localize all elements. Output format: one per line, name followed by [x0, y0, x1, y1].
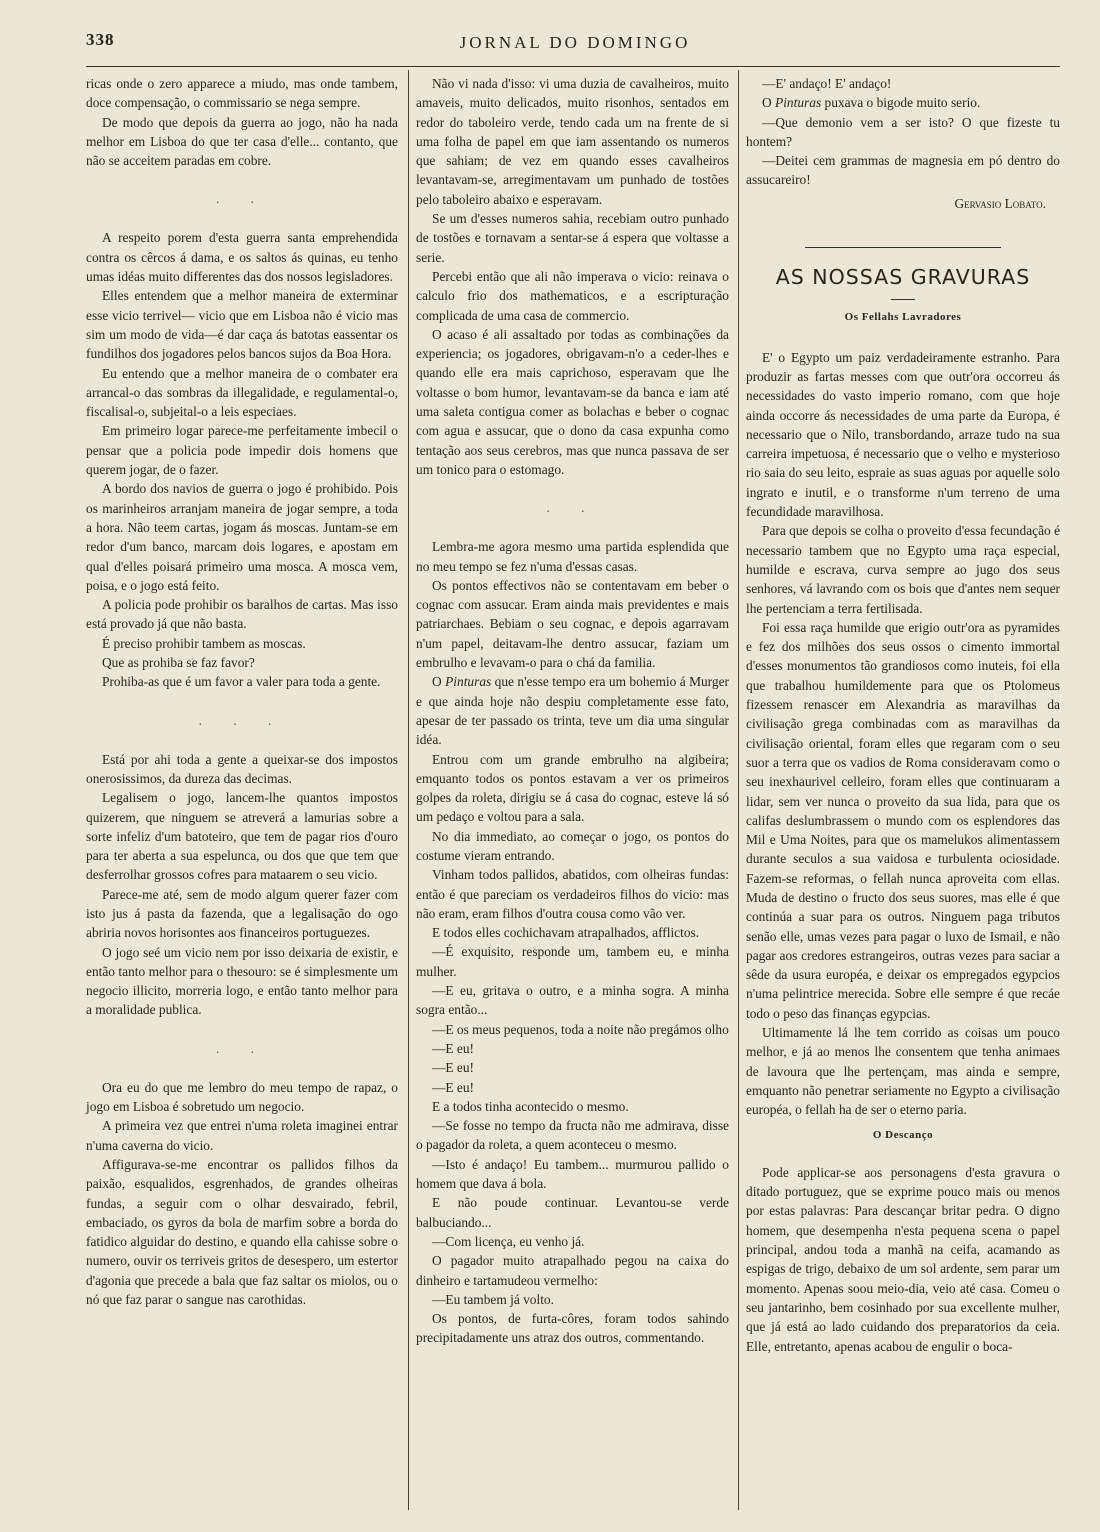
paragraph: —E eu!: [432, 1079, 475, 1095]
paragraph: —E os meus pequenos, toda a noite não pregámos olho: [432, 1021, 729, 1037]
column-divider: [738, 70, 739, 1510]
paragraph: A primeira vez que entrei n'uma roleta imaginei entrar n'uma caverna do vicio.: [86, 1118, 398, 1153]
paragraph: Para que depois se colha o proveito d'essa fecundação é necessario tambem que no Egypto uma raça especial, humilde e escrava, curva sempre ao jugo dos seus senhores, vá lavrando com os bois que d'antes nem sequer lhe pertenciam a terra fertilisada.: [746, 523, 1061, 616]
paragraph: A bordo dos navios de guerra o jogo é prohibido. Pois os marinheiros arranjam maneira de jogar sempre, a toda a hora. Não teem cartas, jogam ás moscas. Juntam-se em redor d'um banco, marcam dois logares, e apostam em qual d'elles poisará primeiro uma mosca. A mosca vem, poisa, e o jogo está feito.: [86, 481, 398, 593]
paragraph: A respeito porem d'esta guerra santa emprehendida contra os cêrcos á dama, e os saltos ás quinas, eu tenho umas idéas muito differentes das dos nossos legisladores.: [86, 230, 398, 285]
text-run: puxava o bigode muito serio.: [821, 95, 981, 111]
page-number: 338: [86, 30, 115, 49]
paragraph: Elles entendem que a melhor maneira de exterminar esse vicio terrivel— vicio que em Lisboa não é vicio mas sim um modo de vida—é dar caça ás batotas eassentar os fundilhos dos jogadores pelos bancos sujos da Boa Hora.: [86, 288, 398, 362]
paragraph: Prohiba-as que é um favor a valer para toda a gente.: [102, 674, 381, 690]
paragraph: Os pontos, de furta-côres, foram todos sahindo precipitadamente uns atraz dos outros, commentando.: [416, 1311, 729, 1346]
paragraph: —E' andaço! E' andaço!: [762, 76, 892, 91]
paragraph: Se um d'esses numeros sahia, recebiam outro punhado de tostões e tornavam a sentar-se á espera que voltasse a serie.: [416, 211, 729, 265]
paragraph: Parece-me até, sem de modo algum querer fazer com isto jus á pasta da fazenda, que a legalisação do ogo abriria novos horisontes aos financeiros portuguezes.: [86, 886, 398, 941]
section-heading: AS NOSSAS GRAVURAS: [775, 265, 1031, 290]
nickname-italic: Pinturas: [445, 674, 492, 690]
text-run: que n'esse tempo era um bohemio á Murger e que ainda hoje não despiu completamente esse fato, apesar de ter passado os trinta, teve um dia uma singular idéa.: [416, 674, 729, 748]
section-separator: [805, 247, 1001, 248]
paragraph: Os pontos effectivos não se contentavam em beber o cognac com assucar. Eram ainda mais previdentes e mais patriarchaes. Bebiam o seu cognac, e depois agarravam n'um papel, deitavam-lhe dentro assucar, faziam um embrulho e levavam-o para o chá da familia.: [416, 577, 729, 671]
column-2: [416, 74, 729, 1348]
paragraph: Percebi então que ali não imperava o vicio: reinava o calculo frio dos mathematicos, e a escripturação complicada de uma casa de commercio.: [416, 268, 729, 323]
heading-rule: [891, 299, 915, 300]
paragraph: —Deitei cem grammas de magnesia em pó dentro do assucareiro!: [746, 153, 1060, 188]
paragraph: Em primeiro logar parece-me perfeitamente imbecil o pensar que a policia pode impedir dois homens que querem jogar, de o fazer.: [86, 423, 398, 478]
paragraph: —E eu, gritava o outro, e a minha sogra. A minha sogra então...: [416, 983, 729, 1018]
paragraph: ricas onde o zero apparece a miudo, mas onde tambem, doce compensação, o commissario se nega sempre.: [86, 76, 398, 111]
paragraph: E' o Egypto um paiz verdadeiramente estranho. Para produzir as fartas messes com que outr'ora occorreu ás necessidades do vasto imperio romano, com que hoje ainda occorre ás necessidades de uma parte da Europa, é necessario que o Nilo, transbordando, arraze tudo na sua carreira impetuosa, é necessario que o velho e mysterioso rio saia do seu leito, espraie as suas aguas por aquelle solo ingrato e inutil, e o transforme n'um terreno de uma fecundidade maravilhosa.: [746, 349, 1060, 520]
paragraph: Que as prohiba se faz favor?: [102, 655, 255, 671]
paragraph: A policia pode prohibir os baralhos de cartas. Mas isso está provado já que não basta.: [86, 597, 398, 632]
column-3: [746, 74, 1060, 1356]
paragraph: Foi essa raça humilde que erigio outr'ora as pyramides e fez dos milhões dos seus ossos o cimento immortal d'esses monumentos tão grandiosos como inuteis, foi ella que trabalhou humildemente para que os Ptolomeus fizessem renascer em Alexandria as maravilhas da civilisação grega combinadas com as maravilhas da civilisação oriental, foram elles que regaram com o seu suor a terra que os vadios de Roma consideravam como o seu inexhaurivel celleiro, foram elles que continuaram a lidar, sem ver nunca o proveito da sua lida, para que os califas deslumbrassem o mundo com os esplendores das Mil e Uma Noites, para que os mamelukos alimentassem durante seculos a sua vaidosa e turbulenta ociosidade. Fazem-se reformas, o fellah nunca aproveita com ellas. Muda de destino o fructo dos seus suores, mas elle é que continúa a suar para os outros. Ninguem paga tributos senão elle, umas vezes para pagar o luxo de Ismail, e não pagar aos credores estrangeiros, outras vezes para saciar a sêde da usura européa, e deixar os empregados egypcios n'uma pelintrice merecida. Sobre elle sempre é que recáe todo o peso das finanças egypcias.: [746, 619, 1060, 1021]
paragraph: O jogo seé um vicio nem por isso deixaria de existir, e então tanto melhor para o thesouro: se é simplesmente um negocio illicito, morreria logo, e então tanto melhor para a moralidade publica.: [86, 944, 398, 1018]
subheading: Os Fellahs Lavradores: [844, 311, 962, 324]
paragraph: Não vi nada d'isso: vi uma duzia de cavalheiros, muito amaveis, muito delicados, muito risonhos, sentados em redor do taboleiro verde, tendo cada um na frente de si uma folha de papel em que iam assentando os numeros que sahiam; de vez em quando esses cavalheiros levantavam-se, arregimentavam um punhado de tostões pelo taboleiro abaixo e esperavam.: [416, 76, 729, 207]
section-dots: . .: [215, 191, 269, 207]
text-run: O: [432, 674, 446, 690]
paragraph: O acaso é ali assaltado por todas as combinações da experiencia; os jogadores, obrigavam-n'o a ceder-lhes e quando elle era mais caprichoso, esperavam que lhe voltasse o bom humor, levantavam-se da banca e iam até uma saleta contigua comer as bolachas e beber o cognac com agua e assucar, que o dono da casa expunha como tentação aos seus cerebros, mas que nunca passava de ser um tonico para o estomago.: [416, 326, 729, 477]
paragraph: Eu entendo que a melhor maneira de o combater era arrancal-o das sombras da illegalidade, e regulamental-o, fiscalisal-o, subjeital-o a leis especiaes.: [86, 365, 398, 420]
paragraph: —Se fosse no tempo da fructa não me admirava, disse o pagador da roleta, a quem aconteceu o mesmo.: [416, 1118, 729, 1153]
paragraph: O pagador muito atrapalhado pegou na caixa do dinheiro e tartamudeou vermelho:: [416, 1253, 729, 1288]
paragraph: Lembra-me agora mesmo uma partida esplendida que no meu tempo se fez n'uma d'essas casas.: [416, 539, 729, 574]
nickname-italic: Pinturas: [775, 95, 822, 111]
subheading: O Descanço: [872, 1128, 934, 1141]
paragraph: Entrou com um grande embrulho na algibeira; emquanto todos os pontos estavam a ver os primeiros golpes da roleta, dirigiu se á casa do cognac, esteve lá só um pedaço e voltou para a sala.: [416, 751, 729, 825]
paragraph: E a todos tinha acontecido o mesmo.: [432, 1098, 629, 1114]
section-dots: . .: [546, 500, 599, 516]
masthead-title: JORNAL DO DOMINGO: [459, 33, 691, 52]
paragraph: É preciso prohibir tambem as moscas.: [102, 635, 306, 651]
paragraph: —E eu!: [432, 1040, 475, 1056]
paragraph: De modo que depois da guerra ao jogo, não ha nada melhor em Lisboa do que ter casa d'elle... contanto, que não se acceitem paradas em cobre.: [86, 114, 398, 169]
column-1: [86, 74, 398, 1309]
author-signature: Gervasio Lobato.: [954, 195, 1046, 211]
section-dots: . .: [215, 1040, 269, 1056]
column-divider: [408, 70, 409, 1510]
paragraph: Affigurava-se-me encontrar os pallidos filhos da paixão, esqualidos, esgrenhados, de grandes olheiras fundas, a seguir com o olhar desvairado, febril, embaciado, os gyros da bola de marfim sobre a borda do fatidico alguidar do destino, e quando ella cahisse sobre o numero, ouvir os terriveis gritos de desespero, um estertor d'agonia que precede a bala que faz saltar os miolos, ou o nó que faz parar o sangue nas carothidas.: [86, 1156, 398, 1308]
paragraph: —Isto é andaço! Eu tambem... murmurou pallido o homem que dava á bola.: [416, 1156, 729, 1192]
paragraph: Está por ahi toda a gente a queixar-se dos impostos onerosissimos, da dureza das decimas.: [86, 751, 398, 786]
paragraph: E não poude continuar. Levantou-se verde balbuciando...: [416, 1195, 729, 1230]
paragraph: Ora eu do que me lembro do meu tempo de rapaz, o jogo em Lisboa é sobretudo um negocio.: [86, 1079, 398, 1115]
paragraph: [746, 93, 1060, 112]
paragraph: —É exquisito, responde um, tambem eu, e minha mulher.: [416, 944, 729, 979]
paragraph: —Que demonio vem a ser isto? O que fizeste tu hontem?: [746, 114, 1060, 149]
paragraph: —Com licença, eu venho já.: [432, 1233, 585, 1249]
paragraph: —E eu!: [432, 1060, 475, 1076]
section-dots: . . .: [198, 712, 286, 728]
paragraph: Vinham todos pallidos, abatidos, com olheiras fundas: então é que pareciam os verdadeiros filhos do vicio: mas não eram, eram filhos d'outra cousa como vão ver.: [416, 867, 729, 921]
paragraph: —Eu tambem já volto.: [432, 1291, 554, 1307]
paragraph: Ultimamente lá lhe tem corrido as coisas um pouco melhor, e já ao menos lhe consentem que tenha animaes de lavoura que lhe pertençam, mas ainda e sempre, emquanto não penetrar seriamente no Egypto a civilisação européa, o fellah ha de ser o eterno paria.: [746, 1025, 1060, 1118]
paragraph: Legalisem o jogo, lancem-lhe quantos impostos quizerem, que ninguem se atreverá a lamurias sobre a sorte infeliz d'um batoteiro, que tem de pagar rios d'ouro para ter aberta a sua espelunca, ou dos que que tem que desferrolhar grossos cofres para mataarem o seu vicio.: [86, 790, 398, 883]
paragraph: [416, 672, 729, 749]
text-run: O: [762, 95, 776, 111]
header-rule: [86, 66, 1060, 67]
paragraph: E todos elles cochichavam atrapalhados, afflictos.: [432, 925, 700, 941]
paragraph: Pode applicar-se aos personagens d'esta gravura o ditado portuguez, que se exprime pouco mais ou menos por estas palavras: Para descançar britar pedra. O digno homem, que desempenha n'esta pequena scena o papel principal, andou toda a manhã na ceifa, acamando as espigas de trigo, debaixo de um sol ardente, sem parar um momento. Apenas soou meio-dia, veio até casa. Comeu o seu jantarinho, bem cosinhado por sua excellente mulher, que já está ao lado cuidando dos preparatorios da ceia. Elle, entretanto, apenas acabou de engulir o boca-: [746, 1164, 1060, 1354]
paragraph: No dia immediato, ao começar o jogo, os pontos do costume vieram entrando.: [416, 828, 729, 863]
